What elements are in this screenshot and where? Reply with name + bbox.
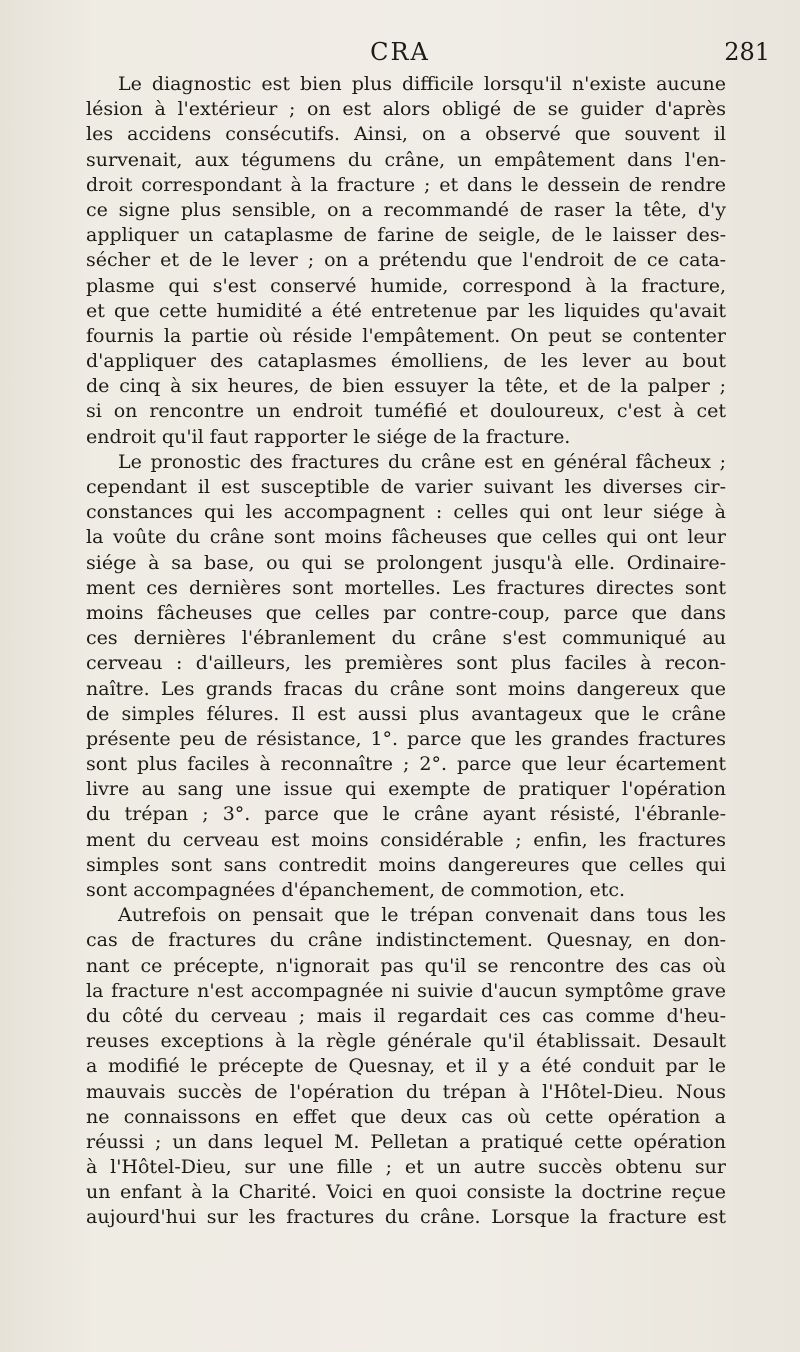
text-line: Le diagnostic est bien plus difficile lorsqu'il n'existe aucune <box>118 73 726 95</box>
text-line: du trépan ; 3°. parce que le crâne ayant résisté, l'ébranle- <box>86 803 726 826</box>
text-line: appliquer un cataplasme de farine de seigle, de le laisser des- <box>86 224 726 247</box>
text-line: sont accompagnées d'épanchement, de commotion, etc. <box>86 879 626 901</box>
text-line: aujourd'hui sur les fractures du crâne. Lorsque la fracture est <box>86 1206 726 1229</box>
page-number: 281 <box>724 38 770 66</box>
text-line: Autrefois on pensait que le trépan convenait dans tous les <box>118 904 726 927</box>
paragraph-trepan <box>86 903 726 1230</box>
text-line: ne connaissons en effet que deux cas où cette opération a <box>86 1105 726 1128</box>
text-line: plasme qui s'est conservé humide, correspond à la fracture, <box>86 274 726 297</box>
text-line: cerveau : d'ailleurs, les premières sont plus faciles à recon- <box>86 652 726 675</box>
text-line: moins fâcheuses que celles par contre-coup, parce que dans <box>86 601 726 624</box>
text-line: ment du cerveau est moins considérable ; enfin, les fractures <box>86 828 726 851</box>
text-line: cependant il est susceptible de varier suivant les diverses cir- <box>86 476 726 498</box>
text-line: endroit qu'il faut rapporter le siége de la fracture. <box>86 425 571 448</box>
text-line: simples sont sans contredit moins dangereures que celles qui <box>86 853 726 876</box>
text-line: livre au sang une issue qui exempte de pratiquer l'opération <box>86 778 726 801</box>
text-line: la voûte du crâne sont moins fâcheuses que celles qui ont leur <box>86 526 726 549</box>
text-line: ment ces dernières sont mortelles. Les fractures directes sont <box>86 576 726 599</box>
text-line: du côté du cerveau ; mais il regardait ces cas comme d'heu- <box>86 1004 726 1027</box>
text-line: droit correspondant à la fracture ; et dans le dessein de rendre <box>86 173 726 196</box>
text-line: ces dernières l'ébranlement du crâne s'est communiqué au <box>86 627 726 650</box>
body-text <box>86 72 726 1231</box>
text-line: réussi ; un dans lequel M. Pelletan a pratiqué cette opération <box>86 1130 726 1153</box>
text-line: siége à sa base, ou qui se prolongent jusqu'à elle. Ordinaire- <box>86 551 726 574</box>
text-line: la fracture n'est accompagnée ni suivie d'aucun symptôme grave <box>86 979 726 1002</box>
text-line: reuses exceptions à la règle générale qu'il établissait. Desault <box>86 1030 726 1053</box>
text-line: cas de fractures du crâne indistinctement. Quesnay, en don- <box>86 929 726 952</box>
running-head: CRA <box>370 38 430 66</box>
text-line: nant ce précepte, n'ignorait pas qu'il se rencontre des cas où <box>86 954 726 977</box>
text-line: les accidens consécutifs. Ainsi, on a observé que souvent il <box>86 123 726 146</box>
text-line: survenait, aux tégumens du crâne, un empâtement dans l'en- <box>86 148 726 171</box>
text-line: à l'Hôtel-Dieu, sur une fille ; et un autre succès obtenu sur <box>86 1156 726 1179</box>
text-line: ce signe plus sensible, on a recommandé de raser la tête, d'y <box>86 198 726 221</box>
text-line: présente peu de résistance, 1°. parce que les grandes fractures <box>86 727 726 750</box>
text-line: fournis la partie où réside l'empâtement. On peut se contenter <box>86 324 726 347</box>
page-header <box>0 38 800 72</box>
text-line: si on rencontre un endroit tuméfié et douloureux, c'est à cet <box>86 400 726 423</box>
text-line: de cinq à six heures, de bien essuyer la tête, et de la palper ; <box>86 375 726 398</box>
text-line: d'appliquer des cataplasmes émolliens, de les lever au bout <box>86 350 726 373</box>
text-line: constances qui les accompagnent : celles qui ont leur siége à <box>86 501 726 524</box>
text-line: sont plus faciles à reconnaître ; 2°. parce que leur écartement <box>86 753 726 776</box>
text-line: de simples félures. Il est aussi plus avantageux que le crâne <box>86 702 726 725</box>
text-line: sécher et de le lever ; on a prétendu que l'endroit de ce cata- <box>86 249 726 272</box>
paragraph-pronostic <box>86 450 726 903</box>
text-line: mauvais succès de l'opération du trépan à l'Hôtel-Dieu. Nous <box>86 1080 726 1103</box>
paragraph-diagnostic <box>86 72 726 450</box>
text-line: un enfant à la Charité. Voici en quoi consiste la doctrine reçue <box>86 1181 726 1204</box>
text-line: a modifié le précepte de Quesnay, et il y a été conduit par le <box>86 1055 726 1078</box>
text-line: lésion à l'extérieur ; on est alors obligé de se guider d'après <box>86 98 726 121</box>
text-line: Le pronostic des fractures du crâne est en général fâcheux ; <box>118 450 726 473</box>
text-line: naître. Les grands fracas du crâne sont moins dangereux que <box>86 677 726 700</box>
text-line: et que cette humidité a été entretenue par les liquides qu'avait <box>86 299 726 322</box>
